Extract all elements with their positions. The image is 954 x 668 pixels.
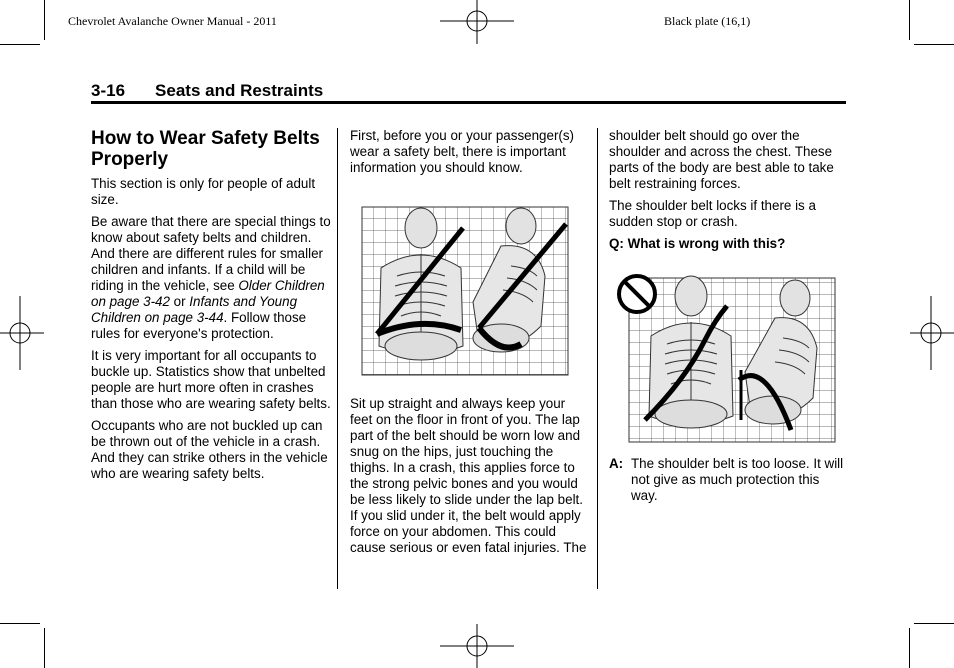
article-heading: How to Wear Safety Belts Properly <box>91 128 320 170</box>
text-run: . Follow those rules for everyone's protection. <box>91 310 307 341</box>
cross-reference-link[interactable]: Infants and Young Children on page 3-44 <box>91 294 298 325</box>
manual-title: Chevrolet Avalanche Owner Manual - 2011 <box>68 14 277 28</box>
cross-reference-link[interactable]: Older Children on page 3-42 <box>91 278 325 309</box>
registration-mark-right <box>910 296 954 370</box>
crop-mark <box>909 0 910 40</box>
crop-mark <box>909 628 910 668</box>
page-number: 3-16 <box>91 81 126 100</box>
registration-mark-bottom <box>440 624 514 668</box>
section-heading <box>91 81 323 101</box>
paragraph: It is very important for all occupants to buckle up. Statistics show that unbelted people are hurt more often in crashes than those who are wearing safety belts. <box>91 348 331 411</box>
question: Q: What is wrong with this? <box>609 236 786 251</box>
plate-info: Black plate (16,1) <box>664 14 751 28</box>
paragraph <box>91 214 331 342</box>
paragraph: First, before you or your passenger(s) wear a safety belt, there is important information you should know. <box>350 128 575 175</box>
column-2 <box>350 128 590 562</box>
answer-label: A: <box>609 456 624 471</box>
crop-mark <box>44 0 45 40</box>
correct-belt-illustration <box>361 206 571 378</box>
paragraph: Occupants who are not buckled up can be thrown out of the vehicle in a crash. And they can strike others in the vehicle who are wearing safety belts. <box>91 418 328 481</box>
column-divider <box>337 128 338 589</box>
text-run: Be aware that there are special things to know about safety belts and children. And there are different rules for smaller children and infants. If a child will be riding in the vehicle, see <box>91 214 331 293</box>
loose-belt-illustration <box>615 270 837 444</box>
crop-mark <box>914 44 954 45</box>
registration-mark-top <box>440 0 514 44</box>
crop-mark <box>0 623 40 624</box>
paragraph: shoulder belt should go over the shoulder and across the chest. These parts of the body are best able to take belt restraining forces. <box>609 128 834 191</box>
column-divider <box>597 128 598 589</box>
paragraph: The shoulder belt locks if there is a sudden stop or crash. <box>609 198 816 229</box>
answer <box>609 456 845 504</box>
text-run: or <box>169 294 190 309</box>
answer-text: The shoulder belt is too loose. It will not give as much protection this way. <box>631 456 844 503</box>
registration-mark-left <box>0 296 44 370</box>
header-rule <box>91 101 846 104</box>
crop-mark <box>44 628 45 668</box>
paragraph: This section is only for people of adult size. <box>91 176 316 207</box>
crop-mark <box>914 623 954 624</box>
section-title: Seats and Restraints <box>155 81 324 100</box>
crop-mark <box>0 44 40 45</box>
column-1 <box>91 128 331 488</box>
paragraph: Sit up straight and always keep your feet on the floor in front of you. The lap part of the belt should be worn low and snug on the hips, just touching the thighs. In a crash, this applies force to the strong pelvic bones and you would be less likely to slide under the lap belt. If you slid under it, the belt would apply force on your abdomen. This could cause serious or even fatal injuries. The <box>350 396 587 555</box>
column-3 <box>609 128 845 504</box>
